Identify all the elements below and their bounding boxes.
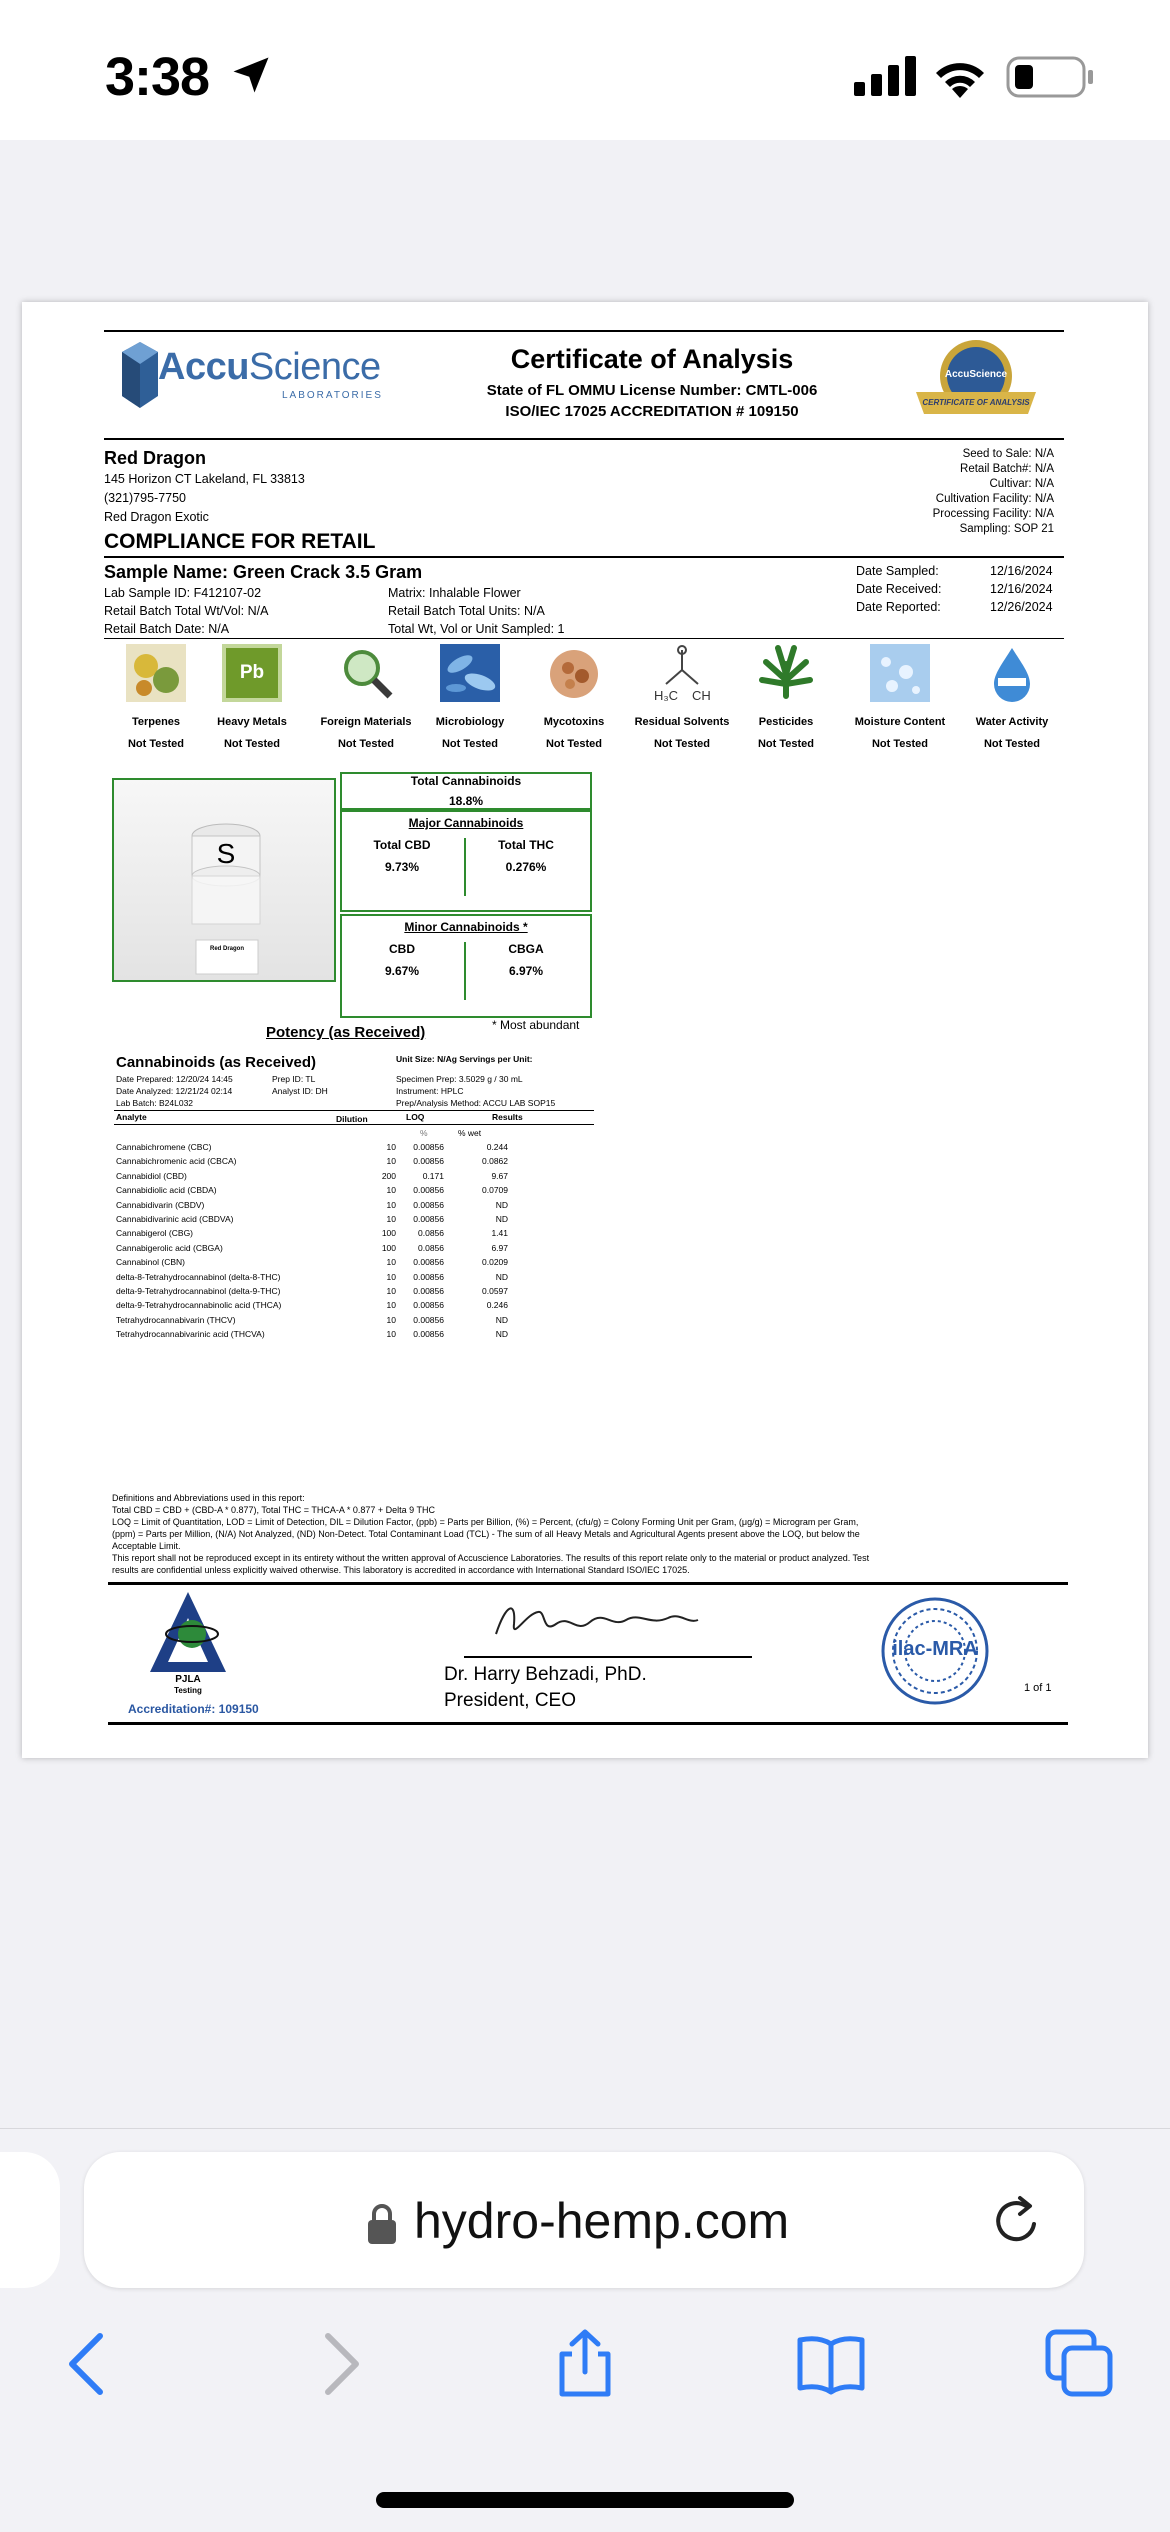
back-chevron-icon[interactable] — [54, 2328, 124, 2398]
loq-value: 0.0856 — [418, 1228, 444, 1239]
processing-facility: Processing Facility: N/A — [932, 508, 1054, 520]
signer-title: President, CEO — [444, 1690, 576, 1711]
loq-value: 0.00856 — [413, 1185, 444, 1196]
dilution-value: 10 — [386, 1214, 396, 1224]
water-activity-status: Not Tested — [983, 738, 1041, 750]
coa-title: Certificate of Analysis — [510, 344, 794, 374]
date-prepared: Date Prepared: 12/20/24 14:45 — [116, 1074, 233, 1084]
seed-to-sale: Seed to Sale: N/A — [962, 448, 1054, 460]
pjla-name: PJLA — [175, 1674, 201, 1685]
result-value: ND — [495, 1329, 508, 1340]
result-value: 0.0597 — [482, 1286, 508, 1296]
minor-cbga-value: 6.97% — [508, 964, 544, 978]
definitions-line-4: (ppm) = Parts per Million, (N/A) Not Analyzed, (ND) Non-Detect. Total Contaminant Load (TCL) - The sum of all Heavy Metals and Agricultural Agents present above the LOQ, but below the — [112, 1529, 860, 1539]
method: Prep/Analysis Method: ACCU LAB SOP15 — [396, 1098, 556, 1108]
total-wt-sampled: Total Wt, Vol or Unit Sampled: 1 — [388, 622, 565, 636]
dilution-value: 10 — [386, 1142, 396, 1152]
microbiology-icon — [440, 644, 500, 702]
location-arrow-icon — [230, 54, 272, 96]
residual-solvents-label: Residual Solvents — [634, 716, 730, 728]
date-reported-label: Date Reported: — [856, 600, 941, 614]
loq-value: 0.00856 — [413, 1199, 444, 1210]
analyte-name: Cannabidiolic acid (CBDA) — [116, 1185, 217, 1196]
analyte-name: Cannabigerol (CBG) — [116, 1228, 194, 1239]
svg-text:CH: CH — [692, 688, 711, 702]
status-time: 3:38 — [105, 47, 210, 107]
loq-value: 0.00856 — [413, 1314, 444, 1325]
date-received-label: Date Received: — [856, 582, 942, 596]
cellular-signal-icon — [854, 56, 916, 96]
col-dilution: Dilution — [336, 1114, 368, 1124]
mycotoxins-label: Mycotoxins — [543, 716, 605, 728]
total-cannabinoids-value: 18.8% — [448, 794, 484, 808]
accuscience-logo-icon — [122, 342, 158, 408]
dilution-value: 10 — [386, 1156, 396, 1167]
minor-cbga-label: CBGA — [508, 942, 544, 956]
pesticides-leaf-icon — [756, 644, 816, 702]
col-results: Results — [492, 1112, 523, 1122]
prep-id: Prep ID: TL — [272, 1074, 316, 1084]
date-sampled-value: 12/16/2024 — [990, 564, 1053, 578]
instrument: Instrument: HPLC — [396, 1086, 464, 1096]
analyte-name: Cannabidiol (CBD) — [116, 1170, 187, 1181]
result-value: ND — [495, 1314, 508, 1325]
loq-value: 0.00856 — [413, 1300, 444, 1311]
terpenes-label: Terpenes — [131, 716, 181, 728]
col-loq: LOQ — [406, 1112, 425, 1122]
terpenes-icon — [126, 644, 186, 702]
date-received-value: 12/16/2024 — [990, 582, 1053, 596]
dilution-value: 10 — [386, 1329, 396, 1340]
reload-icon[interactable] — [990, 2194, 1044, 2248]
moisture-content-icon — [870, 644, 930, 702]
result-value: 0.0862 — [482, 1156, 508, 1167]
battery-icon — [1006, 56, 1094, 98]
heavy-metals-icon: Pb — [222, 644, 282, 702]
signer-name: Dr. Harry Behzadi, PhD. — [444, 1664, 647, 1685]
forward-chevron-icon[interactable] — [304, 2328, 374, 2398]
result-value: 1.41 — [491, 1228, 508, 1239]
dilution-value: 10 — [386, 1257, 396, 1268]
signature-image — [486, 1594, 706, 1646]
logo-wordmark: AccuScience — [158, 346, 381, 388]
analyte-name: Cannabichromenic acid (CBCA) — [116, 1156, 237, 1167]
result-value: 0.0209 — [482, 1257, 508, 1268]
compliance-heading: COMPLIANCE FOR RETAIL — [104, 530, 376, 553]
col-unit-pct: % — [420, 1128, 428, 1138]
microbiology-status: Not Tested — [441, 738, 499, 750]
mycotoxins-icon — [544, 644, 604, 702]
url-text[interactable]: hydro-hemp.com — [414, 2193, 790, 2249]
batch-date: Retail Batch Date: N/A — [104, 622, 230, 636]
analyte-name: Cannabinol (CBN) — [116, 1257, 185, 1268]
date-sampled-label: Date Sampled: — [856, 564, 939, 578]
definitions-line-7: results are confidential unless explicitly waived otherwise. This laboratory is accredited in accordance with International Standard ISO/IEC 17025. — [112, 1565, 690, 1575]
most-abundant-note: * Most abundant — [492, 1018, 580, 1032]
col-analyte: Analyte — [116, 1112, 147, 1122]
total-thc-value: 0.276% — [505, 860, 547, 874]
client-name: Red Dragon — [104, 448, 207, 468]
foreign-materials-label: Foreign Materials — [320, 716, 412, 728]
cultivar: Cultivar: N/A — [989, 478, 1054, 490]
definitions-line-5: Acceptable Limit. — [112, 1541, 181, 1551]
total-thc-label: Total THC — [498, 838, 554, 852]
batch-total-wt: Retail Batch Total Wt/Vol: N/A — [104, 604, 269, 618]
col-unit-pct-wet: % wet — [458, 1128, 482, 1138]
moisture-content-status: Not Tested — [871, 738, 929, 750]
lab-batch: Lab Batch: B24L032 — [116, 1098, 194, 1108]
cannabinoids-title: Cannabinoids (as Received) — [116, 1054, 317, 1071]
potency-title: Potency (as Received) — [266, 1024, 426, 1041]
coa-document[interactable] — [22, 302, 1148, 1758]
result-value: 9.67 — [491, 1170, 508, 1181]
pjla-testing: Testing — [174, 1686, 202, 1695]
dilution-value: 10 — [386, 1185, 396, 1196]
major-cannabinoids-label: Major Cannabinoids — [408, 816, 524, 830]
matrix: Matrix: Inhalable Flower — [388, 586, 521, 600]
ilac-mra-logo: ilac-MRA — [880, 1596, 990, 1706]
lock-icon — [366, 2202, 398, 2244]
license-line: State of FL OMMU License Number: CMTL-006 ISO/IEC 17025 ACCREDITATION # 109150 — [486, 382, 818, 420]
moisture-content-label: Moisture Content — [854, 716, 946, 728]
heavy-metals-label: Heavy Metals — [217, 716, 287, 728]
definitions-line-3: LOQ = Limit of Quantitation, LOD = Limit of Detection, DIL = Dilution Factor, (ppb) = Parts per Billion, (%) = Percent, (cfu/g) = Colony Forming Unit per Gram, (μg/g) = Microgram per Gram, — [112, 1517, 859, 1527]
loq-value: 0.00856 — [413, 1257, 444, 1268]
tabs-icon[interactable] — [1044, 2328, 1114, 2398]
dilution-value: 10 — [386, 1286, 396, 1296]
water-activity-label: Water Activity — [975, 716, 1049, 728]
loq-value: 0.00856 — [413, 1286, 444, 1296]
retail-batch: Retail Batch#: N/A — [960, 463, 1054, 475]
page-number: 1 of 1 — [1024, 1682, 1052, 1694]
total-cbd-value: 9.73% — [384, 860, 420, 874]
residual-solvents-status: Not Tested — [653, 738, 711, 750]
heavy-metals-status: Not Tested — [223, 738, 281, 750]
wifi-icon — [932, 54, 988, 98]
loq-value: 0.00856 — [413, 1329, 444, 1340]
result-value: 0.244 — [486, 1142, 508, 1152]
unit-size: Unit Size: N/Ag Servings per Unit: — [396, 1054, 533, 1064]
terpenes-status: Not Tested — [127, 738, 185, 750]
analyte-name: Cannabidivarin (CBDV) — [116, 1199, 205, 1210]
mycotoxins-status: Not Tested — [545, 738, 603, 750]
dilution-value: 100 — [381, 1228, 396, 1239]
analyte-name: delta-9-Tetrahydrocannabinolic acid (THCA) — [116, 1300, 282, 1311]
sample-photo: S Red Dragon — [112, 778, 336, 982]
analyte-name: Cannabichromene (CBC) — [116, 1142, 212, 1152]
definitions-line-2: Total CBD = CBD + (CBD-A * 0.877), Total THC = THCA-A * 0.877 + Delta 9 THC — [112, 1505, 435, 1515]
lab-sample-id: Lab Sample ID: F412107-02 — [104, 586, 262, 600]
residual-solvents-molecule-icon — [652, 644, 712, 702]
date-reported-value: 12/26/2024 — [990, 600, 1053, 614]
client-phone: (321)795-7750 — [104, 491, 187, 505]
dilution-value: 100 — [381, 1242, 396, 1253]
result-value: ND — [495, 1214, 508, 1224]
analyte-name: Cannabidivarinic acid (CBDVA) — [116, 1214, 234, 1224]
specimen-prep: Specimen Prep: 3.5029 g / 30 mL — [396, 1074, 523, 1084]
pesticides-status: Not Tested — [757, 738, 815, 750]
minor-divider — [464, 942, 466, 1000]
result-value: ND — [495, 1199, 508, 1210]
analyte-name: Tetrahydrocannabivarinic acid (THCVA) — [116, 1329, 265, 1340]
minor-cbd-label: CBD — [389, 942, 415, 956]
result-value: 0.246 — [486, 1300, 508, 1311]
loq-value: 0.0856 — [418, 1242, 444, 1253]
loq-value: 0.00856 — [413, 1214, 444, 1224]
home-indicator[interactable] — [376, 2492, 794, 2508]
sampling: Sampling: SOP 21 — [959, 523, 1054, 535]
result-value: 0.0709 — [482, 1185, 508, 1196]
certificate-badge-icon — [912, 336, 1040, 426]
minor-cannabinoids-label: Minor Cannabinoids * — [404, 920, 528, 934]
analyte-name: Cannabigerolic acid (CBGA) — [116, 1242, 223, 1253]
dilution-value: 10 — [386, 1199, 396, 1210]
client-address: 145 Horizon CT Lakeland, FL 33813 — [104, 472, 305, 486]
result-value: ND — [495, 1271, 508, 1282]
analyte-name: delta-9-Tetrahydrocannabinol (delta-9-THC) — [116, 1286, 281, 1296]
dilution-value: 10 — [386, 1314, 396, 1325]
pjla-accreditation: Accreditation#: 109150 — [128, 1702, 259, 1716]
loq-value: 0.00856 — [413, 1156, 444, 1167]
sample-name: Sample Name: Green Crack 3.5 Gram — [104, 562, 423, 582]
previous-tab-preview[interactable] — [0, 2152, 60, 2288]
pjla-logo-icon — [146, 1588, 230, 1678]
logo-subtitle: LABORATORIES — [282, 390, 383, 401]
definitions-line-1: Definitions and Abbreviations used in this report: — [112, 1493, 305, 1503]
analyte-name: delta-8-Tetrahydrocannabinol (delta-8-THC) — [116, 1271, 281, 1282]
date-analyzed: Date Analyzed: 12/21/24 02:14 — [116, 1086, 233, 1096]
loq-value: 0.00856 — [413, 1142, 444, 1152]
share-icon[interactable] — [550, 2328, 620, 2398]
svg-text:H₃C: H₃C — [654, 688, 679, 702]
cultivation-facility: Cultivation Facility: N/A — [935, 493, 1054, 505]
dilution-value: 200 — [381, 1170, 396, 1181]
bookmarks-book-icon[interactable] — [796, 2328, 866, 2398]
foreign-materials-magnifier-icon — [336, 644, 396, 702]
microbiology-label: Microbiology — [435, 716, 505, 728]
dilution-value: 10 — [386, 1271, 396, 1282]
definitions-line-6: This report shall not be reproduced except in its entirety without the written approval of Accuscience Laboratories. The results of this report relate only to the material or product analyzed. Test — [112, 1553, 870, 1563]
water-activity-drop-icon — [982, 644, 1042, 702]
loq-value: 0.171 — [422, 1170, 444, 1181]
foreign-materials-status: Not Tested — [337, 738, 395, 750]
certificate-badge: AccuScience CERTIFICATE OF ANALYSIS — [912, 336, 1040, 426]
client-brand: Red Dragon Exotic — [104, 510, 209, 524]
major-divider — [464, 838, 466, 896]
total-cannabinoids-label: Total Cannabinoids — [410, 774, 522, 788]
analyte-name: Tetrahydrocannabivarin (THCV) — [116, 1314, 236, 1325]
minor-cbd-value: 9.67% — [384, 964, 420, 978]
result-value: 6.97 — [491, 1242, 508, 1253]
loq-value: 0.00856 — [413, 1271, 444, 1282]
pesticides-label: Pesticides — [758, 716, 814, 728]
batch-total-units: Retail Batch Total Units: N/A — [388, 604, 545, 618]
analyst-id: Analyst ID: DH — [272, 1086, 328, 1096]
status-bar — [0, 0, 1170, 140]
total-cbd-label: Total CBD — [373, 838, 431, 852]
dilution-value: 10 — [386, 1300, 396, 1311]
